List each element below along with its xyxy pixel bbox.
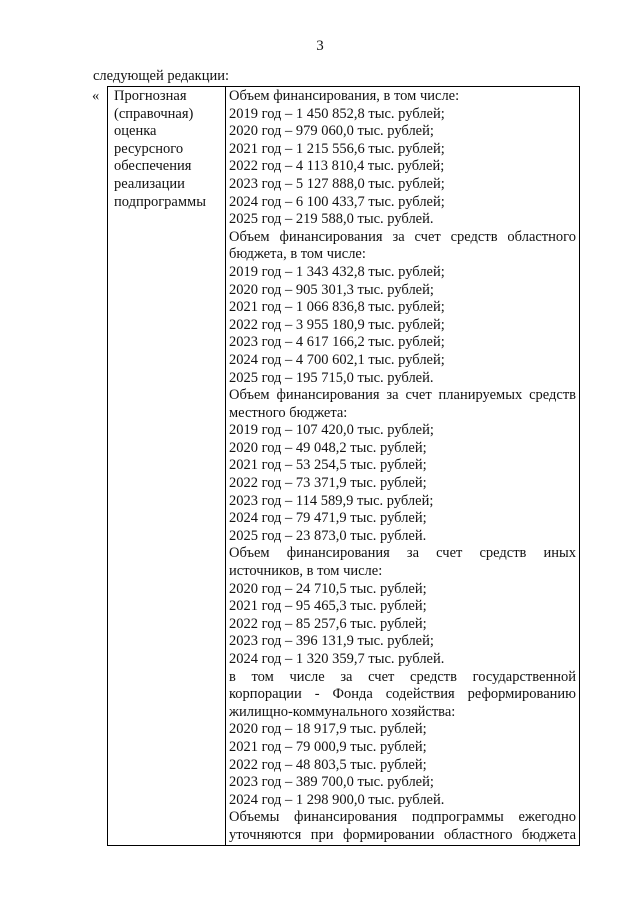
content-line: 2021 год – 79 000,9 тыс. рублей;	[229, 738, 427, 755]
content-line: 2019 год – 107 420,0 тыс. рублей;	[229, 422, 434, 439]
content-line: 2024 год – 4 700 602,1 тыс. рублей;	[229, 351, 445, 368]
content-line: 2025 год – 219 588,0 тыс. рублей.	[229, 211, 434, 228]
content-line: 2023 год – 389 700,0 тыс. рублей;	[229, 774, 434, 791]
content-line: 2022 год – 73 371,9 тыс. рублей;	[229, 475, 427, 492]
content-line: 2024 год – 1 320 359,7 тыс. рублей.	[229, 651, 445, 667]
content-line: 2021 год – 95 465,3 тыс. рублей;	[229, 598, 427, 615]
content-line: 2020 год – 905 301,3 тыс. рублей;	[229, 281, 434, 298]
funding-table	[107, 86, 580, 846]
content-line: 2022 год – 3 955 180,9 тыс. рублей;	[229, 316, 445, 333]
content-line: жилищно-коммунального хозяйства:	[229, 703, 456, 720]
content-line: 2024 год – 1 298 900,0 тыс. рублей.	[229, 791, 445, 808]
content-cell	[226, 87, 580, 846]
content-line: 2020 год – 24 710,5 тыс. рублей;	[229, 580, 427, 597]
content-line: Объем финансирования, в том числе:	[229, 88, 460, 104]
content-line: корпорации - Фонда содействия реформированию	[229, 686, 576, 703]
content-line: 2019 год – 1 343 432,8 тыс. рублей;	[229, 263, 445, 280]
content-line: Объем финансирования за счет планируемых средств	[229, 387, 576, 404]
content-line: 2019 год – 1 450 852,8 тыс. рублей;	[229, 105, 445, 122]
page-number: 3	[316, 38, 324, 54]
label-line: реализации	[114, 175, 185, 192]
label-line: обеспечения	[114, 158, 192, 175]
label-line: оценка	[114, 123, 157, 140]
label-line: (справочная)	[114, 105, 194, 122]
content-line: 2022 год – 48 803,5 тыс. рублей;	[229, 756, 427, 773]
content-line: Объемы финансирования подпрограммы ежегодно	[229, 809, 576, 826]
content-line: 2024 год – 6 100 433,7 тыс. рублей;	[229, 193, 445, 210]
content-line: 2020 год – 979 060,0 тыс. рублей;	[229, 123, 434, 140]
content-line: Объем финансирования за счет средств иных	[229, 545, 576, 562]
content-line: Объем финансирования за счет средств областного	[229, 228, 576, 245]
content-line: 2020 год – 49 048,2 тыс. рублей;	[229, 439, 427, 456]
label-line: Прогнозная	[114, 88, 187, 104]
content-line: бюджета, в том числе:	[229, 246, 366, 263]
content-line: уточняются при формировании областного бюджета	[229, 826, 576, 843]
content-line: 2021 год – 1 066 836,8 тыс. рублей;	[229, 299, 445, 316]
content-line: 2024 год – 79 471,9 тыс. рублей;	[229, 510, 427, 527]
content-line: 2023 год – 114 589,9 тыс. рублей;	[229, 492, 434, 509]
content-line: 2022 год – 85 257,6 тыс. рублей;	[229, 615, 427, 632]
content-line: 2025 год – 23 873,0 тыс. рублей.	[229, 527, 427, 544]
label-cell	[108, 87, 226, 846]
content-line: 2021 год – 53 254,5 тыс. рублей;	[229, 457, 427, 474]
opening-quote-mark: «	[92, 88, 100, 104]
label-line: ресурсного	[114, 140, 184, 157]
table-row	[108, 87, 580, 846]
label-line: подпрограммы	[114, 193, 206, 210]
content-lines	[229, 88, 576, 845]
content-line: 2023 год – 5 127 888,0 тыс. рублей;	[229, 175, 445, 192]
content-line: источников, в том числе:	[229, 563, 383, 580]
content-line: 2023 год – 396 131,9 тыс. рублей;	[229, 633, 434, 650]
content-line: 2020 год – 18 917,9 тыс. рублей;	[229, 721, 427, 738]
content-line: 2022 год – 4 113 810,4 тыс. рублей;	[229, 158, 445, 175]
content-line: 2025 год – 195 715,0 тыс. рублей.	[229, 369, 434, 386]
content-line: местного бюджета:	[229, 404, 348, 421]
content-line: 2021 год – 1 215 556,6 тыс. рублей;	[229, 140, 445, 157]
label-lines	[114, 88, 222, 211]
content-line: в том числе за счет средств государственной	[229, 668, 576, 685]
content-line: 2023 год – 4 617 166,2 тыс. рублей;	[229, 334, 445, 351]
intro-text: следующей редакции:	[93, 68, 230, 84]
